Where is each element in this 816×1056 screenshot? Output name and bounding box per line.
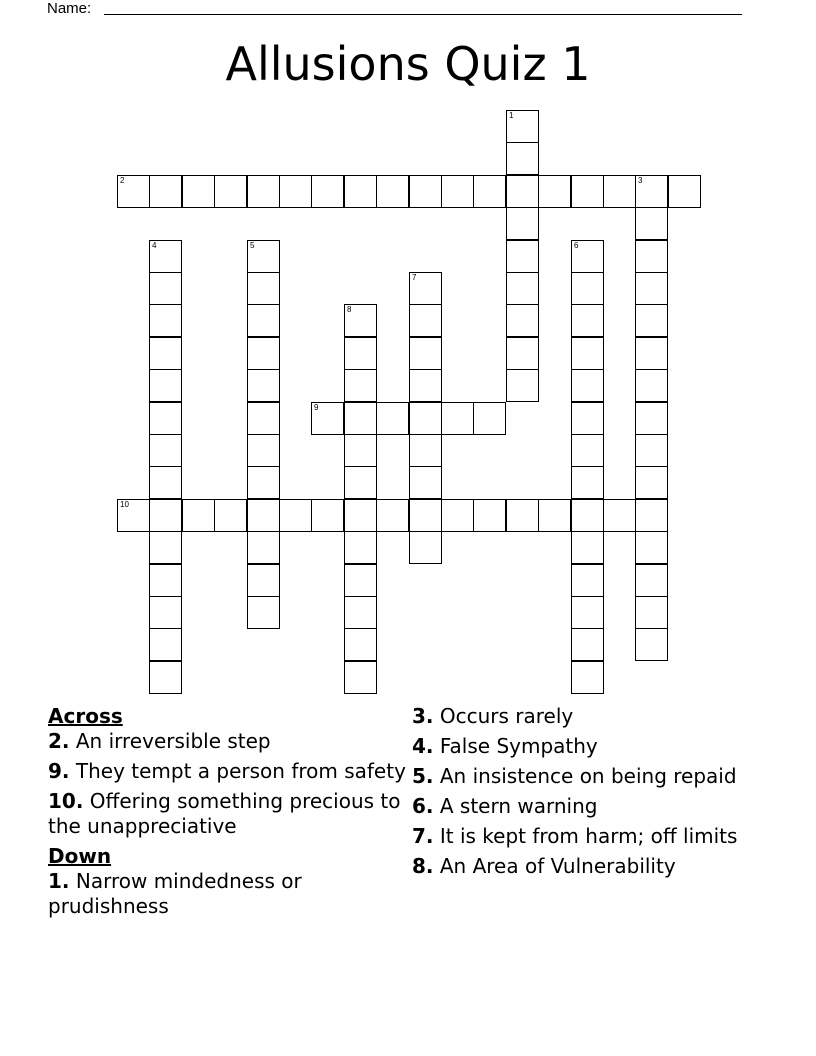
crossword-cell[interactable] [149, 304, 182, 337]
crossword-cell[interactable] [635, 304, 668, 337]
crossword-cell[interactable] [635, 175, 668, 208]
crossword-cell[interactable] [441, 175, 474, 208]
crossword-cell[interactable] [247, 434, 280, 467]
crossword-cell[interactable] [409, 402, 442, 435]
crossword-cell[interactable] [182, 499, 215, 532]
crossword-cell[interactable] [214, 175, 247, 208]
crossword-cell[interactable] [603, 175, 636, 208]
crossword-cell[interactable] [344, 596, 377, 629]
clue-item [412, 764, 752, 789]
crossword-cell[interactable] [247, 240, 280, 273]
crossword-cell[interactable] [473, 499, 506, 532]
clue-number: 8. [412, 854, 434, 878]
crossword-cell[interactable] [409, 434, 442, 467]
crossword-cell[interactable] [247, 402, 280, 435]
crossword-cell[interactable] [571, 434, 604, 467]
crossword-cell[interactable] [311, 175, 344, 208]
clue-item [412, 734, 752, 759]
crossword-cell[interactable] [214, 499, 247, 532]
clue-text: Narrow mindedness or prudishness [48, 869, 302, 918]
crossword-cell[interactable] [247, 175, 280, 208]
crossword-cell[interactable] [344, 402, 377, 435]
crossword-cell[interactable] [635, 240, 668, 273]
clue-text: A stern warning [439, 794, 598, 818]
clue-text: It is kept from harm; off limits [439, 824, 738, 848]
crossword-cell[interactable] [635, 499, 668, 532]
cell-number: 7 [412, 273, 417, 282]
crossword-cell[interactable] [149, 661, 182, 694]
crossword-cell[interactable] [635, 207, 668, 240]
crossword-cell[interactable] [506, 142, 539, 175]
crossword-cell[interactable] [635, 596, 668, 629]
clue-number: 4. [412, 734, 434, 758]
crossword-cell[interactable] [635, 369, 668, 402]
clue-number: 5. [412, 764, 434, 788]
crossword-cell[interactable] [149, 434, 182, 467]
crossword-cell[interactable] [635, 531, 668, 564]
clue-text: Offering something precious to the unappreciative [48, 789, 401, 838]
crossword-cell[interactable] [247, 272, 280, 305]
name-label: Name: [47, 0, 92, 17]
crossword-cell[interactable] [247, 369, 280, 402]
clue-text: An irreversible step [75, 729, 271, 753]
clue-text: Occurs rarely [439, 704, 574, 728]
clues-right-column [412, 704, 752, 884]
crossword-cell[interactable] [506, 175, 539, 208]
crossword-cell[interactable] [506, 272, 539, 305]
crossword-cell[interactable] [182, 175, 215, 208]
clue-text: They tempt a person from safety [75, 759, 406, 783]
clue-item [48, 789, 408, 839]
clue-number: 3. [412, 704, 434, 728]
clue-number: 2. [48, 729, 70, 753]
crossword-cell[interactable] [635, 466, 668, 499]
crossword-cell[interactable] [571, 628, 604, 661]
crossword-cell[interactable] [473, 175, 506, 208]
crossword-cell[interactable] [506, 337, 539, 370]
crossword-cell[interactable] [344, 531, 377, 564]
crossword-cell[interactable] [279, 175, 312, 208]
crossword-cell[interactable] [117, 175, 150, 208]
clue-item [48, 869, 408, 919]
crossword-cell[interactable] [473, 402, 506, 435]
crossword-cell[interactable] [571, 596, 604, 629]
crossword-cell[interactable] [376, 175, 409, 208]
crossword-cell[interactable] [571, 661, 604, 694]
crossword-cell[interactable] [149, 402, 182, 435]
crossword-cell[interactable] [247, 337, 280, 370]
clue-item [412, 824, 752, 849]
crossword-cell[interactable] [149, 531, 182, 564]
cell-number: 3 [638, 176, 643, 185]
clue-number: 6. [412, 794, 434, 818]
crossword-cell[interactable] [409, 499, 442, 532]
crossword-cell[interactable] [344, 369, 377, 402]
crossword-cell[interactable] [344, 304, 377, 337]
crossword-cell[interactable] [247, 531, 280, 564]
crossword-cell[interactable] [149, 466, 182, 499]
crossword-cell[interactable] [668, 175, 701, 208]
clue-text: An Area of Vulnerability [439, 854, 676, 878]
crossword-cell[interactable] [344, 175, 377, 208]
crossword-cell[interactable] [571, 499, 604, 532]
crossword-cell[interactable] [376, 499, 409, 532]
cell-number: 5 [250, 241, 255, 250]
clue-item [48, 759, 408, 784]
crossword-cell[interactable] [635, 337, 668, 370]
clue-item [48, 729, 408, 754]
crossword-cell[interactable] [635, 272, 668, 305]
cell-number: 4 [152, 241, 157, 250]
crossword-cell[interactable] [571, 175, 604, 208]
crossword-cell[interactable] [635, 628, 668, 661]
crossword-cell[interactable] [344, 564, 377, 597]
crossword-cell[interactable] [344, 628, 377, 661]
crossword-cell[interactable] [635, 564, 668, 597]
clue-number: 7. [412, 824, 434, 848]
crossword-cell[interactable] [409, 466, 442, 499]
crossword-cell[interactable] [344, 337, 377, 370]
cell-number: 9 [314, 403, 319, 412]
across-heading: Across [48, 704, 123, 728]
crossword-cell[interactable] [247, 466, 280, 499]
crossword-cell[interactable] [279, 499, 312, 532]
crossword-cell[interactable] [409, 272, 442, 305]
clue-number: 1. [48, 869, 70, 893]
crossword-cell[interactable] [538, 175, 571, 208]
crossword-cell[interactable] [571, 304, 604, 337]
crossword-cell[interactable] [149, 564, 182, 597]
crossword-cell[interactable] [247, 564, 280, 597]
crossword-cell[interactable] [571, 564, 604, 597]
crossword-cell[interactable] [311, 499, 344, 532]
crossword-cell[interactable] [149, 628, 182, 661]
clue-item [412, 704, 752, 729]
clues-left-column [48, 704, 408, 924]
crossword-cell[interactable] [409, 175, 442, 208]
crossword-cell[interactable] [603, 499, 636, 532]
crossword-cell[interactable] [149, 499, 182, 532]
crossword-cell[interactable] [149, 175, 182, 208]
cell-number: 1 [509, 111, 514, 120]
crossword-cell[interactable] [571, 240, 604, 273]
crossword-cell[interactable] [571, 466, 604, 499]
page-title: Allusions Quiz 1 [225, 37, 591, 91]
crossword-cell[interactable] [571, 272, 604, 305]
crossword-cell[interactable] [409, 369, 442, 402]
crossword-cell[interactable] [149, 337, 182, 370]
clue-number: 9. [48, 759, 70, 783]
clue-text: An insistence on being repaid [439, 764, 737, 788]
crossword-cell[interactable] [149, 596, 182, 629]
crossword-cell[interactable] [571, 531, 604, 564]
down-heading: Down [48, 844, 112, 868]
crossword-cell[interactable] [538, 499, 571, 532]
clue-number: 10. [48, 789, 84, 813]
crossword-cell[interactable] [247, 304, 280, 337]
crossword-cell[interactable] [441, 402, 474, 435]
clue-item [412, 854, 752, 879]
crossword-cell[interactable] [506, 207, 539, 240]
cell-number: 6 [574, 241, 579, 250]
cell-number: 10 [120, 500, 129, 509]
crossword-cell[interactable] [344, 434, 377, 467]
clue-item [412, 794, 752, 819]
crossword-cell[interactable] [635, 434, 668, 467]
clue-text: False Sympathy [439, 734, 598, 758]
crossword-cell[interactable] [344, 499, 377, 532]
crossword-cell[interactable] [149, 272, 182, 305]
crossword-cell[interactable] [635, 402, 668, 435]
cell-number: 2 [120, 176, 125, 185]
crossword-cell[interactable] [506, 304, 539, 337]
crossword-cell[interactable] [117, 499, 150, 532]
crossword-cell[interactable] [441, 499, 474, 532]
crossword-cell[interactable] [409, 531, 442, 564]
crossword-cell[interactable] [247, 499, 280, 532]
crossword-cell[interactable] [149, 240, 182, 273]
crossword-cell[interactable] [149, 369, 182, 402]
crossword-cell[interactable] [344, 661, 377, 694]
cell-number: 8 [347, 305, 352, 314]
crossword-cell[interactable] [311, 402, 344, 435]
crossword-cell[interactable] [506, 240, 539, 273]
crossword-cell[interactable] [506, 499, 539, 532]
crossword-cell[interactable] [409, 337, 442, 370]
crossword-cell[interactable] [376, 402, 409, 435]
crossword-cell[interactable] [344, 466, 377, 499]
crossword-cell[interactable] [506, 110, 539, 143]
crossword-cell[interactable] [409, 304, 442, 337]
crossword-cell[interactable] [506, 369, 539, 402]
crossword-cell[interactable] [571, 402, 604, 435]
crossword-cell[interactable] [571, 337, 604, 370]
crossword-cell[interactable] [571, 369, 604, 402]
crossword-cell[interactable] [247, 596, 280, 629]
